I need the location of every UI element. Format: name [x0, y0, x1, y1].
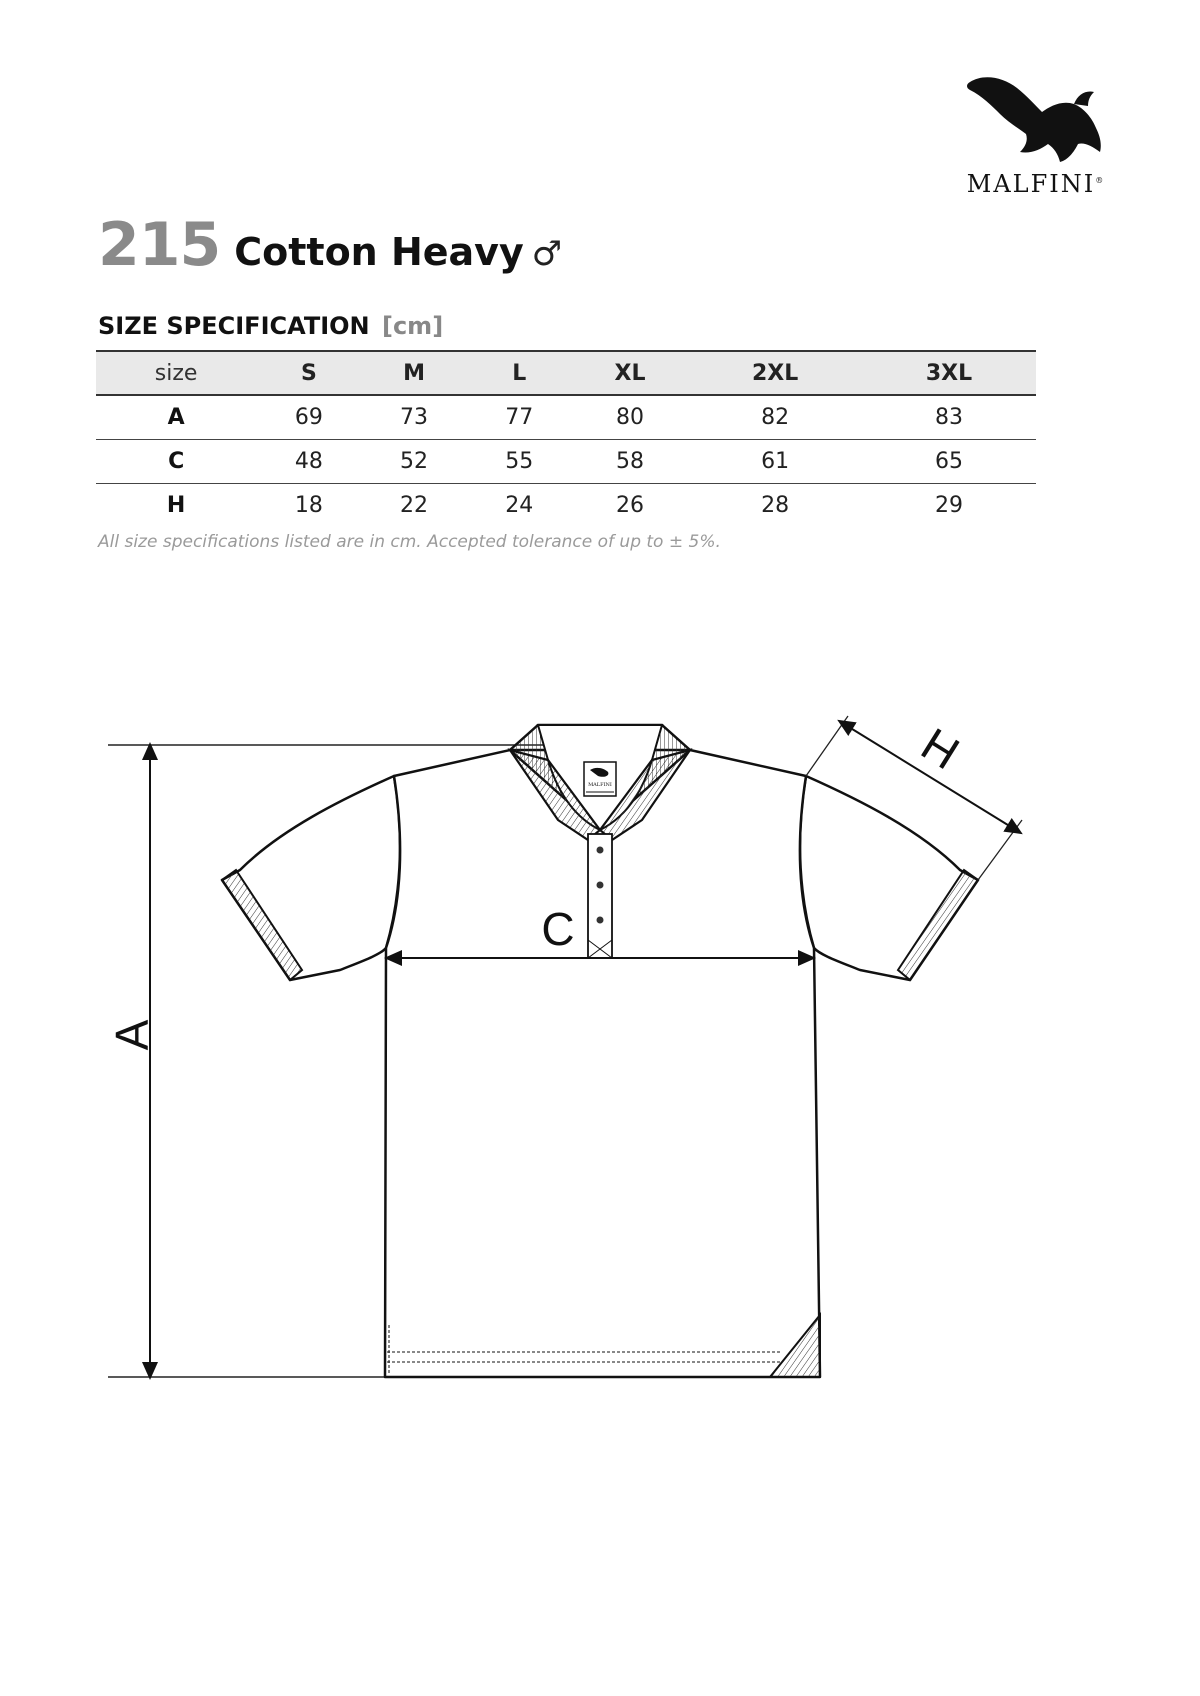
spec-heading-text: SIZE SPECIFICATION	[98, 312, 370, 340]
table-cell: 52	[400, 448, 429, 474]
placket	[588, 834, 612, 958]
left-sleeve	[222, 776, 400, 980]
table-cell: 80	[615, 404, 644, 430]
table-row	[96, 439, 1036, 483]
product-title	[98, 210, 562, 280]
size-header-label: size	[154, 360, 198, 386]
eagle-icon	[962, 70, 1112, 165]
right-sleeve	[800, 776, 978, 980]
button	[597, 917, 604, 924]
brand-name: MALFINI®	[966, 170, 1104, 198]
size-header-xl: XL	[614, 360, 646, 386]
neck-tag	[584, 762, 616, 796]
polo-shirt-diagram	[0, 700, 1200, 1420]
table-cell: 69	[294, 404, 323, 430]
spec-heading	[98, 312, 443, 340]
table-cell: 73	[400, 404, 429, 430]
table-cell: 61	[761, 448, 790, 474]
table-cell: 26	[615, 492, 644, 518]
table-row	[96, 483, 1036, 527]
size-table-header	[96, 351, 1036, 395]
size-header-2xl: 2XL	[751, 360, 799, 386]
size-header-m: M	[403, 360, 425, 386]
gender-icon: ♂	[531, 234, 563, 274]
row-label: H	[166, 492, 186, 518]
table-cell: 83	[935, 404, 964, 430]
dimension-a-label: A	[106, 1019, 158, 1051]
table-row	[96, 395, 1036, 439]
table-cell: 65	[935, 448, 964, 474]
spec-unit: [cm]	[381, 312, 444, 340]
product-name: Cotton Heavy	[234, 230, 524, 274]
dimension-c-label: C	[541, 903, 575, 955]
table-cell: 82	[761, 404, 790, 430]
dimension-h-extension	[806, 716, 848, 776]
table-cell: 48	[294, 448, 323, 474]
table-cell: 55	[505, 448, 534, 474]
dimension-h-label: H	[912, 717, 969, 780]
table-cell: 58	[615, 448, 644, 474]
table-cell: 24	[505, 492, 534, 518]
size-header-3xl: 3XL	[925, 360, 973, 386]
row-label: C	[168, 448, 185, 474]
table-cell: 22	[400, 492, 429, 518]
product-number: 215	[98, 210, 221, 280]
table-cell: 77	[505, 404, 534, 430]
row-label: A	[167, 404, 185, 430]
tag-brand-text: MALFINI	[588, 782, 612, 788]
button	[597, 847, 604, 854]
brand-logo	[950, 70, 1120, 205]
size-header-l: L	[512, 360, 527, 386]
size-table	[96, 350, 1036, 527]
size-header-s: S	[300, 360, 317, 386]
button	[597, 882, 604, 889]
tolerance-note: All size specifications listed are in cm. Accepted tolerance of up to ± 5%.	[98, 532, 721, 552]
table-cell: 29	[935, 492, 964, 518]
table-cell: 28	[761, 492, 790, 518]
table-cell: 18	[294, 492, 323, 518]
